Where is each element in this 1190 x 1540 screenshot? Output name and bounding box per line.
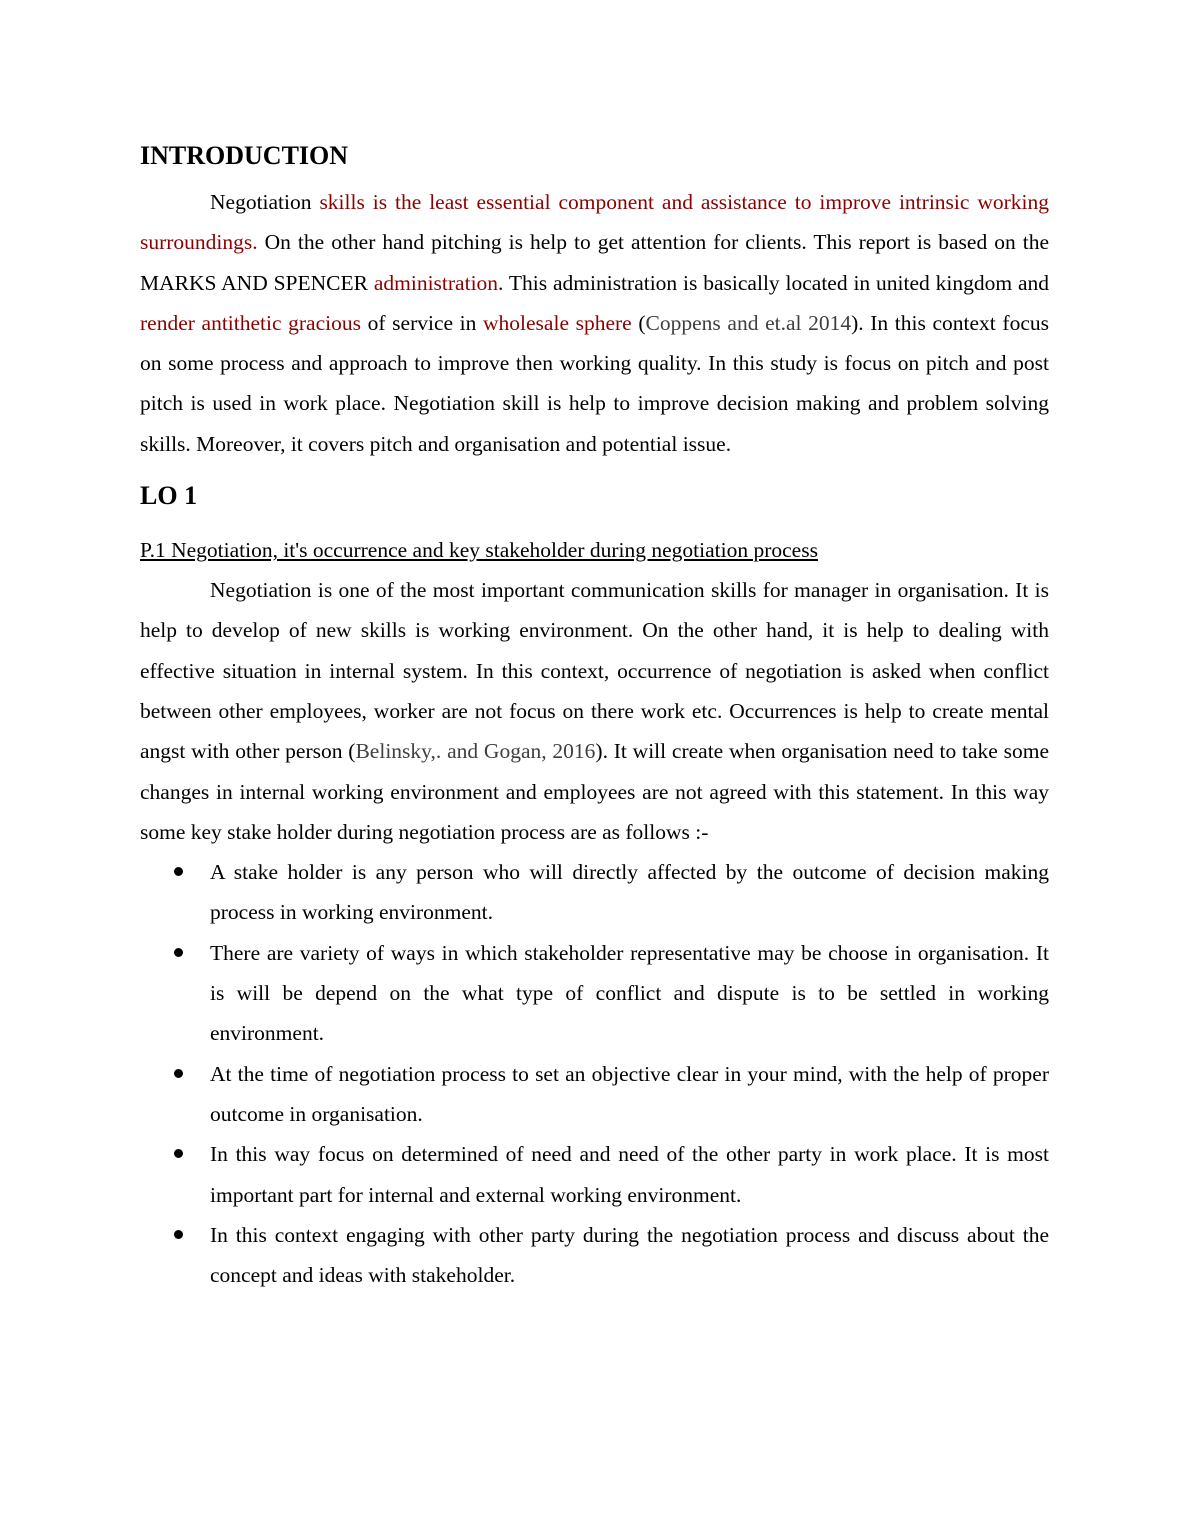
stakeholder-list <box>140 852 1049 1295</box>
intro-highlight-wholesale: wholesale sphere <box>483 310 632 335</box>
list-item <box>140 1134 1049 1215</box>
list-item <box>140 1215 1049 1296</box>
list-item-text: At the time of negotiation process to set an objective clear in your mind, with the help of proper outcome in organisation. <box>210 1061 1049 1126</box>
bullet-icon <box>174 867 183 876</box>
bullet-icon <box>174 1149 183 1158</box>
lo1-paragraph <box>140 570 1049 852</box>
list-item <box>140 1054 1049 1135</box>
lo1-text-2: ). It will create when organisation need to take some changes in internal working environment and employees are not agreed with this statement. In this way some key stake holder during negotiation process are as follows :- <box>140 739 1049 844</box>
intro-text-2: On the other hand pitching is help to get attention for clients. This report is based on the MARKS AND SPENCER <box>140 230 1049 295</box>
lo1-heading: LO 1 <box>140 481 198 511</box>
intro-highlight-skills: skills is the least essential component and assistance to improve intrinsic working surroundings. <box>140 190 1050 255</box>
intro-text-6: ). In this context focus on some process and approach to improve then working quality. In this study is focus on pitch and post pitch is used in work place. Negotiation skill is help to improve decision making and problem solving skills. Moreover, it covers pitch and organisation and potential issue. <box>140 310 1049 456</box>
intro-highlight-administration: administration <box>373 270 499 295</box>
intro-text-1: Negotiation <box>210 190 320 214</box>
introduction-heading: INTRODUCTION <box>140 141 349 170</box>
bullet-icon <box>174 1069 183 1078</box>
intro-text-3: . This administration is basically located in united kingdom and <box>498 270 1049 295</box>
list-item-text: There are variety of ways in which stakeholder representative may be choose in organisation. It is will be depend on the what type of conflict and dispute is to be settled in working environment. <box>210 940 1049 1046</box>
list-item <box>140 933 1049 1054</box>
list-item-text: A stake holder is any person who will directly affected by the outcome of decision making process in working environment. <box>210 860 1049 925</box>
lo1-citation: Belinsky,. and Gogan, 2016 <box>355 739 596 764</box>
bullet-icon <box>174 948 183 957</box>
document-page <box>140 138 1049 1295</box>
lo1-text-1: Negotiation is one of the most important communication skills for manager in organisation. It is help to develop of new skills is working environment. On the other hand, it is help to dealing with effective situation in internal system. In this context, occurrence of negotiation is asked when conflict between other employees, worker are not focus on there work etc. Occurrences is help to create mental angst with other person ( <box>140 578 1049 764</box>
intro-highlight-render: render antithetic gracious <box>140 310 361 335</box>
intro-text-5: ( <box>631 310 646 335</box>
list-item-text: In this way focus on determined of need and need of the other party in work place. It is most important part for internal and external working environment. <box>210 1142 1049 1207</box>
intro-text-4: of service in <box>361 310 484 335</box>
intro-citation: Coppens and et.al 2014 <box>645 310 852 335</box>
list-item <box>140 852 1049 933</box>
list-item-text: In this context engaging with other party during the negotiation process and discuss about the concept and ideas with stakeholder. <box>210 1222 1049 1288</box>
p1-subheading: P.1 Negotiation, it's occurrence and key stakeholder during negotiation process <box>140 538 818 563</box>
bullet-icon <box>174 1230 183 1239</box>
introduction-paragraph <box>140 182 1049 464</box>
